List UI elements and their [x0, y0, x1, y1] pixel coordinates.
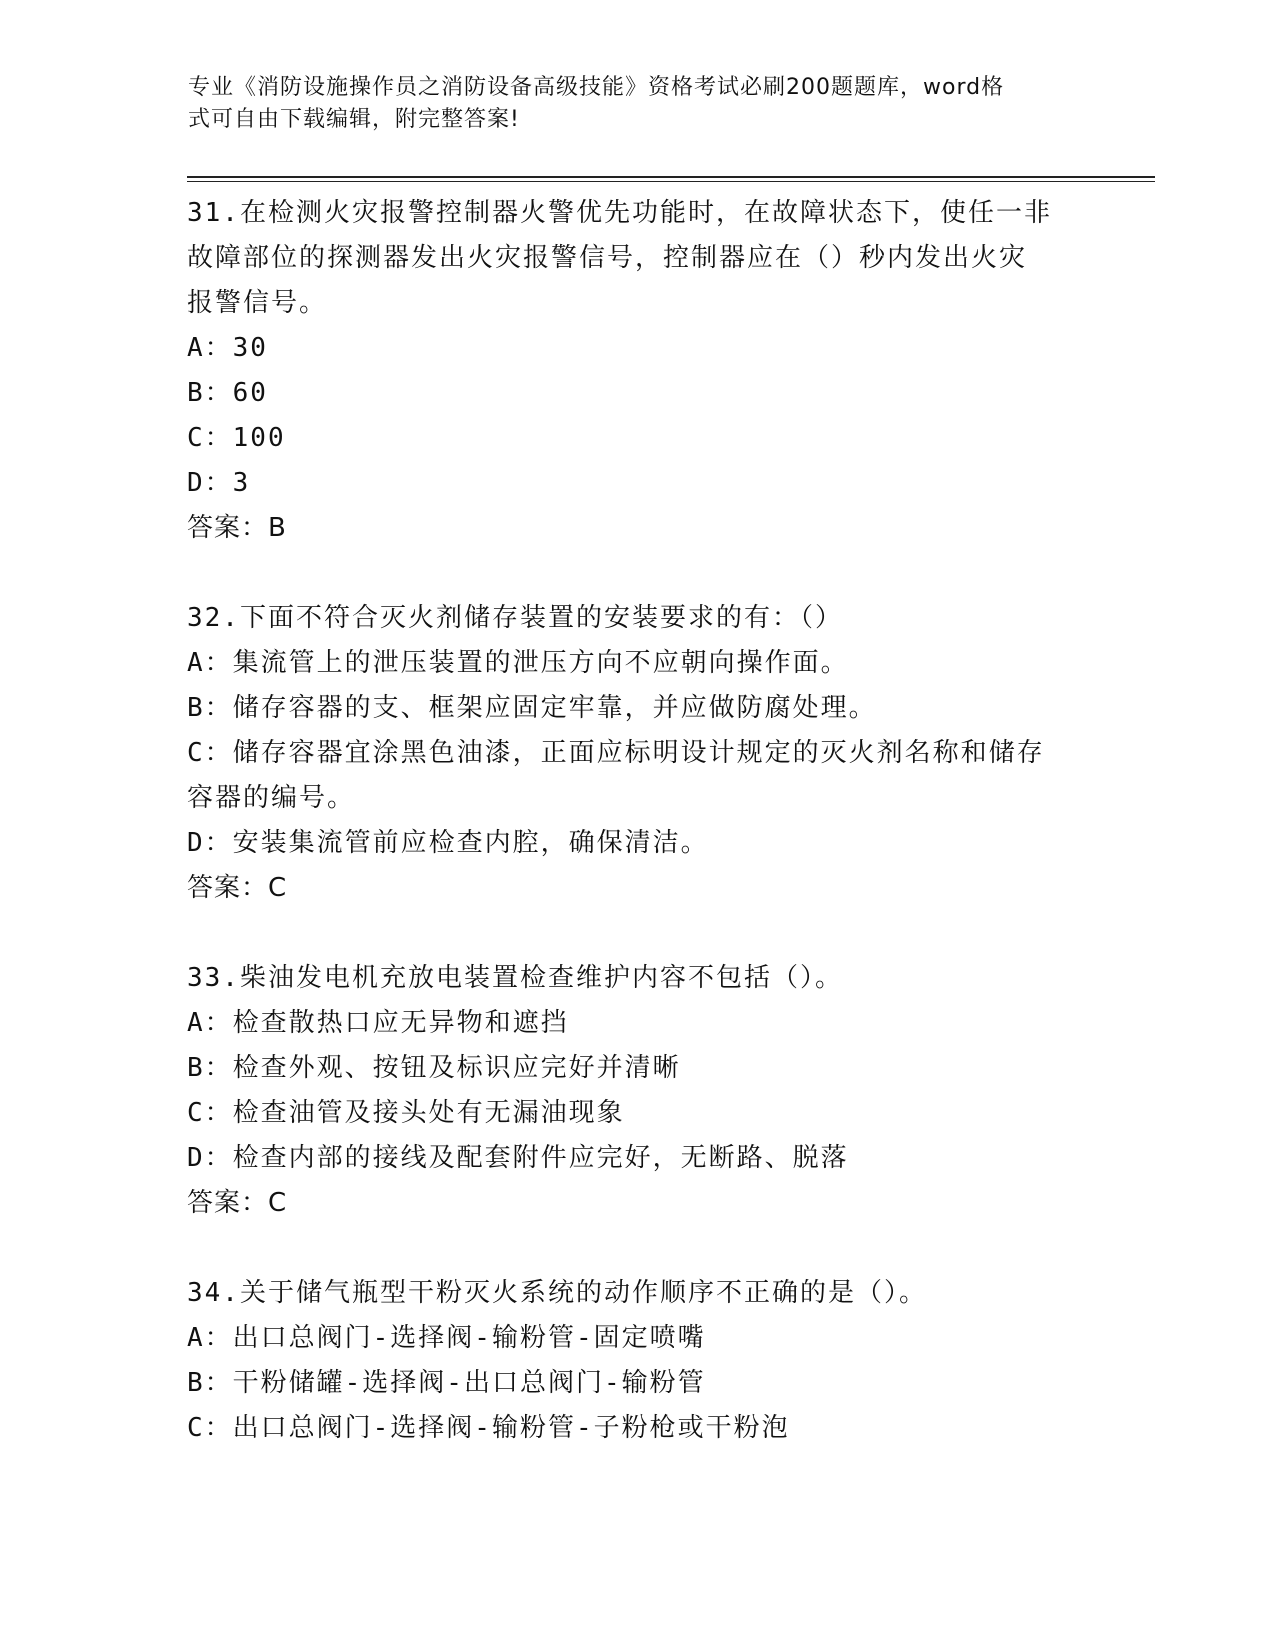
header-divider-thin — [187, 181, 1155, 182]
question-list — [187, 191, 1087, 1496]
option-b: B：储存容器的支、框架应固定牢靠，并应做防腐处理。 — [187, 693, 877, 723]
stem-line: 34.关于储气瓶型干粉灭火系统的动作顺序不正确的是（）。 — [187, 1278, 927, 1308]
stem-line: 31.在检测火灾报警控制器火警优先功能时，在故障状态下，使任一非 — [187, 198, 1052, 228]
question-stem — [187, 191, 1087, 326]
header-line-1: 专业《消防设施操作员之消防设备高级技能》资格考试必刷200题题库，word格 — [188, 75, 1005, 100]
answer-label: 答案：B — [187, 513, 287, 543]
option-c: C：检查油管及接头处有无漏油现象 — [187, 1098, 625, 1128]
question-stem — [187, 596, 1087, 641]
document-header — [188, 72, 1068, 136]
header-divider — [187, 176, 1155, 178]
option-b: B：干粉储罐-选择阀-出口总阀门-输粉管 — [187, 1368, 706, 1398]
option-a: A：检查散热口应无异物和遮挡 — [187, 1008, 569, 1038]
option-a: A：30 — [187, 333, 268, 363]
option-c: C：储存容器宜涂黑色油漆，正面应标明设计规定的灭火剂名称和储存 — [187, 738, 1045, 768]
option-c: C：出口总阀门-选择阀-输粉管-子粉枪或干粉泡 — [187, 1413, 790, 1443]
stem-line: 33.柴油发电机充放电装置检查维护内容不包括（）。 — [187, 963, 843, 993]
stem-line: 32.下面不符合灭火剂储存装置的安装要求的有：（） — [187, 603, 843, 633]
option-d: D：检查内部的接线及配套附件应完好，无断路、脱落 — [187, 1143, 849, 1173]
option-a: A：出口总阀门-选择阀-输粉管-固定喷嘴 — [187, 1323, 706, 1353]
answer-label: 答案：C — [187, 873, 288, 903]
question-32 — [187, 596, 1087, 911]
question-31 — [187, 191, 1087, 551]
option-b: B：检查外观、按钮及标识应完好并清晰 — [187, 1053, 681, 1083]
question-stem — [187, 1271, 1087, 1316]
answer-label: 答案：C — [187, 1188, 288, 1218]
option-d: D：3 — [187, 468, 251, 498]
option-a: A：集流管上的泄压装置的泄压方向不应朝向操作面。 — [187, 648, 849, 678]
option-d: D：安装集流管前应检查内腔，确保清洁。 — [187, 828, 709, 858]
question-33 — [187, 956, 1087, 1226]
question-stem — [187, 956, 1087, 1001]
stem-line: 报警信号。 — [187, 288, 328, 318]
option-c-continued: 容器的编号。 — [187, 783, 356, 813]
header-line-2: 式可自由下载编辑，附完整答案! — [188, 107, 520, 132]
stem-line: 故障部位的探测器发出火灾报警信号，控制器应在（）秒内发出火灾 — [187, 243, 1028, 273]
question-34 — [187, 1271, 1087, 1451]
option-b: B：60 — [187, 378, 268, 408]
option-c: C：100 — [187, 423, 286, 453]
